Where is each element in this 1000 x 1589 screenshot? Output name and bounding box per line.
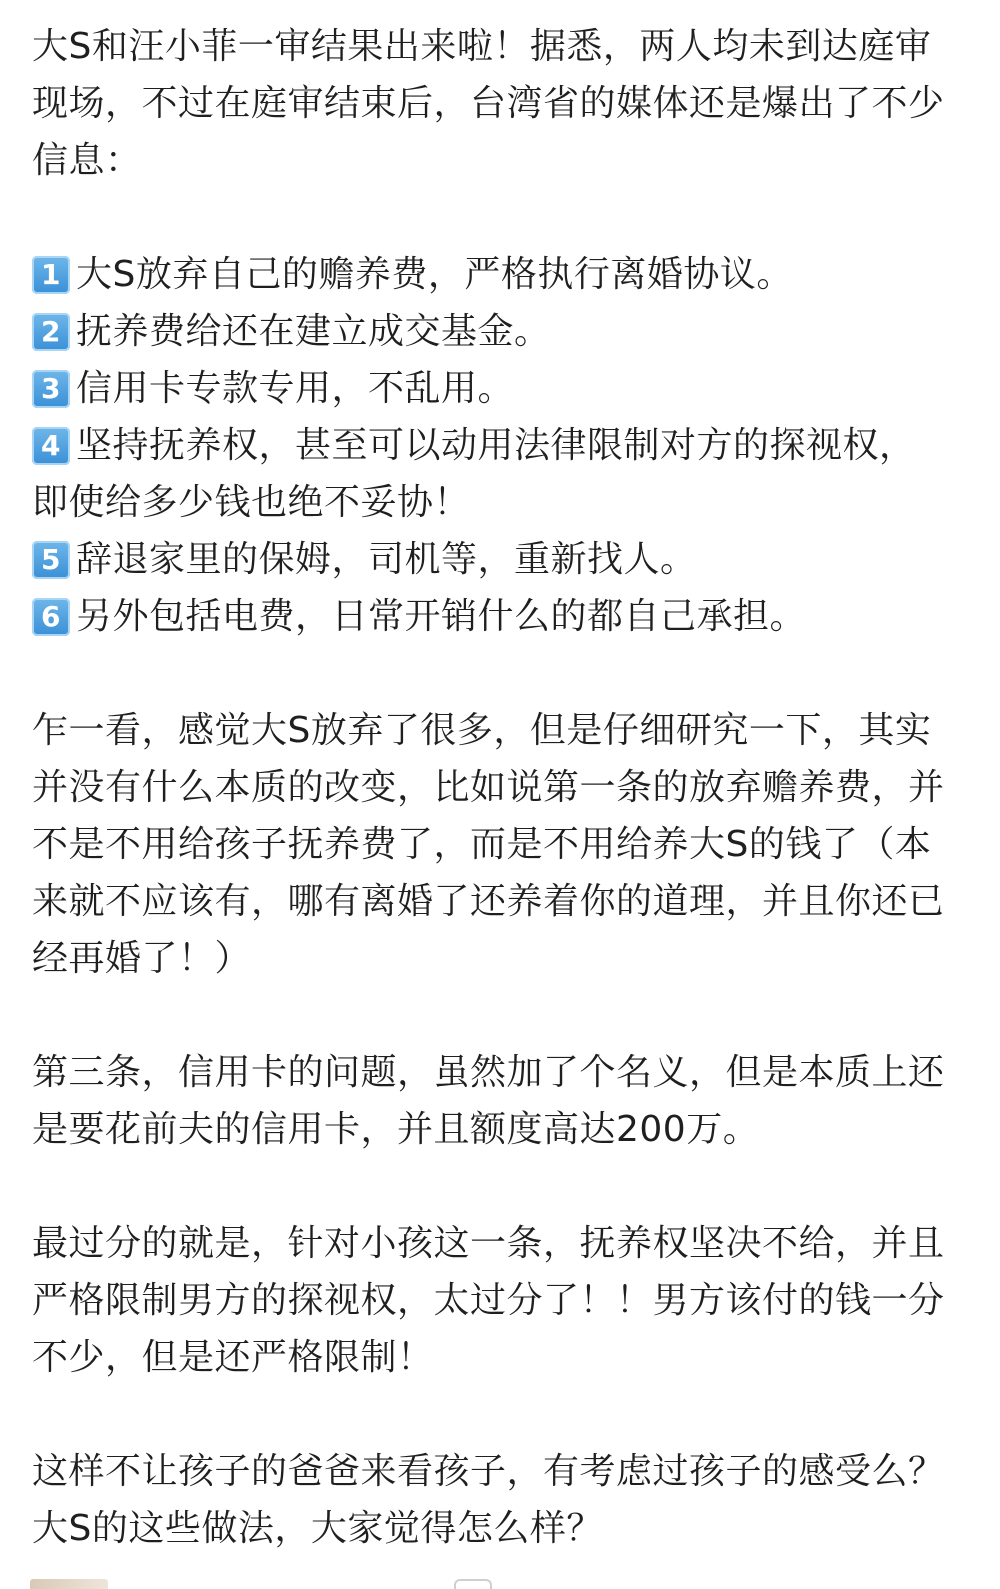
list-item [32,360,972,417]
list-item-text: 信用卡专款专用，不乱用。 [76,368,515,409]
text-line: 来就不应该有，哪有离婚了还养着你的道理，并且你还已 [32,881,945,922]
keycap-number-icon: 2 [32,313,70,351]
list-item-text: 坚持抚养权，甚至可以动用法律限制对方的探视权， [76,425,916,466]
like-icon[interactable] [454,1579,492,1589]
keycap-number-icon: 4 [32,427,70,465]
keycap-number-icon: 1 [32,256,70,294]
list-item-text: 另外包括电费，日常开销什么的都自己承担。 [76,596,807,637]
list-item-continuation: 即使给多少钱也绝不妥协！ [32,482,471,523]
text-line: 第三条，信用卡的问题，虽然加了个名义，但是本质上还 [32,1052,945,1093]
list-item [32,303,972,360]
text-line: 大S的这些做法，大家觉得怎么样？ [32,1508,603,1549]
avatar[interactable] [30,1579,108,1589]
post-body [32,18,972,1557]
text-line: 严格限制男方的探视权，太过分了！！男方该付的钱一分 [32,1280,945,1321]
list-item [32,531,972,588]
keycap-number-icon: 3 [32,370,70,408]
post-footer [0,1571,1000,1589]
text-line: 最过分的就是，针对小孩这一条，抚养权坚决不给，并且 [32,1223,945,1264]
list-item [32,246,972,303]
keycap-number-icon: 6 [32,598,70,636]
text-line: 不是不用给孩子抚养费了，而是不用给养大S的钱了（本 [32,824,932,865]
list-item-text: 辞退家里的保姆，司机等，重新找人。 [76,539,697,580]
list-item [32,417,972,474]
keycap-number-icon: 5 [32,541,70,579]
text-line: 是要花前夫的信用卡，并且额度高达200万。 [32,1109,760,1150]
text-line: 大S和汪小菲一审结果出来啦！据悉，两人均未到达庭审 [32,26,932,67]
text-line: 乍一看，感觉大S放弃了很多，但是仔细研究一下，其实 [32,710,932,751]
list-item-text: 大S放弃自己的赡养费，严格执行离婚协议。 [76,254,793,295]
text-line: 现场，不过在庭审结束后，台湾省的媒体还是爆出了不少 [32,83,945,124]
text-line: 这样不让孩子的爸爸来看孩子，有考虑过孩子的感受么？ [32,1451,945,1492]
text-line: 并没有什么本质的改变，比如说第一条的放弃赡养费，并 [32,767,945,808]
list-item [32,588,972,645]
list-item-text: 抚养费给还在建立成交基金。 [76,311,551,352]
text-line: 不少，但是还严格限制！ [32,1337,434,1378]
text-line: 信息： [32,140,142,181]
text-line: 经再婚了！） [32,938,252,979]
